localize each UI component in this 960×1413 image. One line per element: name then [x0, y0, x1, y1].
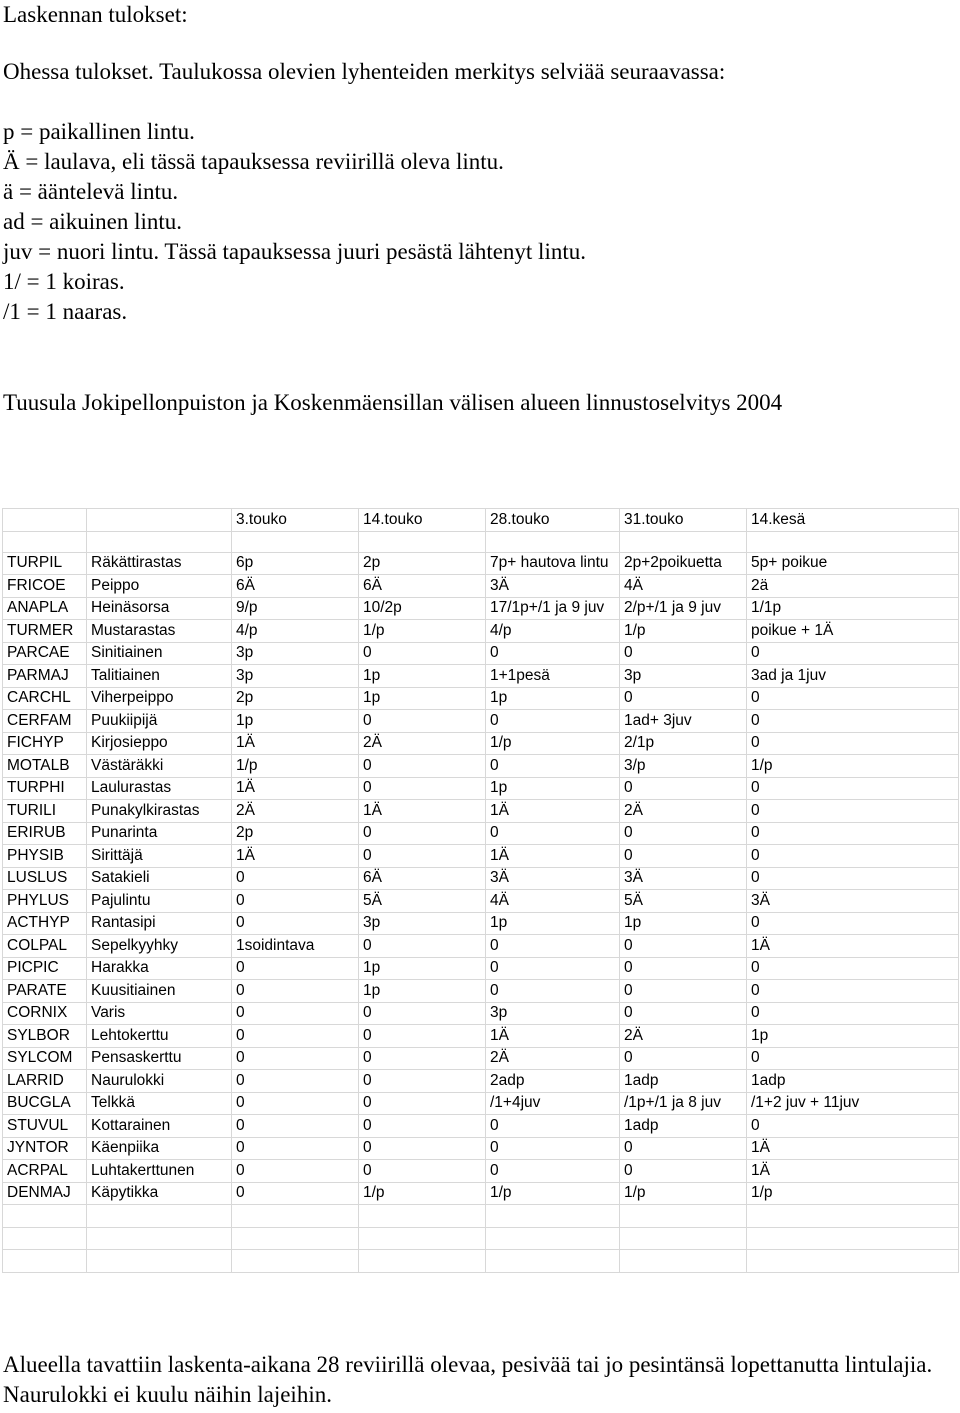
- count-date-1: 1p: [232, 710, 359, 733]
- count-date-2: 0: [359, 1160, 486, 1183]
- species-name: Talitiainen: [87, 665, 232, 688]
- count-date-2: 5Ä: [359, 890, 486, 913]
- date-header: 14.touko: [359, 509, 486, 532]
- bird-survey-table: [2, 508, 959, 1273]
- count-date-3: 0: [486, 935, 620, 958]
- table-row: [3, 597, 959, 620]
- species-code: LUSLUS: [3, 867, 87, 890]
- count-date-2: 1/p: [359, 1182, 486, 1205]
- count-date-4: 2/1p: [620, 732, 747, 755]
- count-date-4: 0: [620, 1047, 747, 1070]
- count-date-5: 0: [747, 732, 959, 755]
- count-date-1: 1/p: [232, 755, 359, 778]
- count-date-5: 0: [747, 845, 959, 868]
- species-code: ERIRUB: [3, 822, 87, 845]
- count-date-3: 3p: [486, 1002, 620, 1025]
- count-date-4: /1p+/1 ja 8 juv: [620, 1092, 747, 1115]
- count-date-3: 3Ä: [486, 867, 620, 890]
- count-date-2: 0: [359, 1025, 486, 1048]
- species-name: Sinitiainen: [87, 642, 232, 665]
- legend-item: juv = nuori lintu. Tässä tapauksessa juuri pesästä lähtenyt lintu.: [3, 239, 586, 264]
- species-name: Heinäsorsa: [87, 597, 232, 620]
- count-date-1: 0: [232, 980, 359, 1003]
- count-date-1: 6Ä: [232, 575, 359, 598]
- count-date-1: 1Ä: [232, 777, 359, 800]
- count-date-1: 0: [232, 957, 359, 980]
- count-date-5: 3ad ja 1juv: [747, 665, 959, 688]
- count-date-3: 3Ä: [486, 575, 620, 598]
- count-date-5: 0: [747, 642, 959, 665]
- table-row: [3, 867, 959, 890]
- table-row: [3, 732, 959, 755]
- count-date-3: 1Ä: [486, 800, 620, 823]
- count-date-4: 0: [620, 957, 747, 980]
- count-date-1: 0: [232, 1070, 359, 1093]
- species-code: PARMAJ: [3, 665, 87, 688]
- count-date-2: 0: [359, 642, 486, 665]
- species-code: CERFAM: [3, 710, 87, 733]
- count-date-4: 0: [620, 845, 747, 868]
- count-date-2: 1p: [359, 665, 486, 688]
- legend-item: Ä = laulava, eli tässä tapauksessa reviirillä oleva lintu.: [3, 149, 504, 174]
- table-row: [3, 687, 959, 710]
- legend-item: 1/ = 1 koiras.: [3, 269, 125, 294]
- count-date-3: 0: [486, 957, 620, 980]
- count-date-1: 1Ä: [232, 732, 359, 755]
- count-date-4: 2Ä: [620, 1025, 747, 1048]
- count-date-3: 1/p: [486, 732, 620, 755]
- count-date-1: 0: [232, 1002, 359, 1025]
- count-date-3: 1+1pesä: [486, 665, 620, 688]
- species-name: Punarinta: [87, 822, 232, 845]
- empty-row: [3, 1227, 959, 1250]
- species-code: PHYSIB: [3, 845, 87, 868]
- species-code: LARRID: [3, 1070, 87, 1093]
- count-date-5: 1Ä: [747, 1137, 959, 1160]
- count-date-5: 0: [747, 777, 959, 800]
- count-date-1: 0: [232, 1160, 359, 1183]
- legend-item: p = paikallinen lintu.: [3, 119, 195, 144]
- species-name: Viherpeippo: [87, 687, 232, 710]
- date-header: 3.touko: [232, 509, 359, 532]
- date-header: 31.touko: [620, 509, 747, 532]
- count-date-5: 1p: [747, 1025, 959, 1048]
- species-code: COLPAL: [3, 935, 87, 958]
- count-date-5: 0: [747, 1115, 959, 1138]
- species-code: ACRPAL: [3, 1160, 87, 1183]
- species-code: FICHYP: [3, 732, 87, 755]
- species-name: Harakka: [87, 957, 232, 980]
- count-date-3: 2adp: [486, 1070, 620, 1093]
- species-name: Käpytikka: [87, 1182, 232, 1205]
- count-date-5: 0: [747, 1047, 959, 1070]
- table-row: [3, 912, 959, 935]
- legend-item: ä = ääntelevä lintu.: [3, 179, 179, 204]
- table-row: [3, 552, 959, 575]
- table-row: [3, 980, 959, 1003]
- count-date-2: 1p: [359, 957, 486, 980]
- count-date-4: 0: [620, 822, 747, 845]
- count-date-4: 3p: [620, 665, 747, 688]
- count-date-4: 0: [620, 642, 747, 665]
- species-name: Luhtakerttunen: [87, 1160, 232, 1183]
- count-date-4: 5Ä: [620, 890, 747, 913]
- count-date-2: 0: [359, 845, 486, 868]
- table-row: [3, 1092, 959, 1115]
- count-date-4: 0: [620, 1002, 747, 1025]
- count-date-5: 3Ä: [747, 890, 959, 913]
- count-date-2: 10/2p: [359, 597, 486, 620]
- count-date-5: 1/1p: [747, 597, 959, 620]
- count-date-5: /1+2 juv + 11juv: [747, 1092, 959, 1115]
- species-code: ANAPLA: [3, 597, 87, 620]
- count-date-1: 4/p: [232, 620, 359, 643]
- species-name: Kirjosieppo: [87, 732, 232, 755]
- count-date-3: 1p: [486, 687, 620, 710]
- table-row: [3, 935, 959, 958]
- count-date-5: 0: [747, 867, 959, 890]
- species-name: Satakieli: [87, 867, 232, 890]
- species-name: Telkkä: [87, 1092, 232, 1115]
- table-row: [3, 642, 959, 665]
- count-date-1: 1soidintava: [232, 935, 359, 958]
- count-date-2: 0: [359, 777, 486, 800]
- count-date-5: 0: [747, 687, 959, 710]
- count-date-1: 9/p: [232, 597, 359, 620]
- species-name: Naurulokki: [87, 1070, 232, 1093]
- species-name: Sirittäjä: [87, 845, 232, 868]
- table-row: [3, 1137, 959, 1160]
- table-row: [3, 822, 959, 845]
- count-date-2: 0: [359, 1047, 486, 1070]
- count-date-1: 0: [232, 912, 359, 935]
- table-row: [3, 1182, 959, 1205]
- count-date-4: 1/p: [620, 620, 747, 643]
- count-date-3: 0: [486, 822, 620, 845]
- species-name: Kottarainen: [87, 1115, 232, 1138]
- species-code: PARATE: [3, 980, 87, 1003]
- count-date-1: 0: [232, 890, 359, 913]
- count-date-4: 4Ä: [620, 575, 747, 598]
- empty-row: [3, 1250, 959, 1273]
- count-date-4: 0: [620, 980, 747, 1003]
- species-code: TURPIL: [3, 552, 87, 575]
- species-code: FRICOE: [3, 575, 87, 598]
- count-date-2: 0: [359, 1137, 486, 1160]
- count-date-3: 0: [486, 1160, 620, 1183]
- species-code: TURPHI: [3, 777, 87, 800]
- table-row: [3, 890, 959, 913]
- count-date-2: 0: [359, 1115, 486, 1138]
- count-date-1: 2p: [232, 822, 359, 845]
- species-name: Pajulintu: [87, 890, 232, 913]
- count-date-2: 1Ä: [359, 800, 486, 823]
- count-date-3: 1Ä: [486, 845, 620, 868]
- count-date-4: 1adp: [620, 1115, 747, 1138]
- count-date-5: 1Ä: [747, 935, 959, 958]
- species-name: Puukiipijä: [87, 710, 232, 733]
- count-date-3: 0: [486, 755, 620, 778]
- count-date-5: 0: [747, 800, 959, 823]
- count-date-5: 1adp: [747, 1070, 959, 1093]
- species-name: Kuusitiainen: [87, 980, 232, 1003]
- count-date-1: 0: [232, 1182, 359, 1205]
- table-row: [3, 710, 959, 733]
- survey-title: Tuusula Jokipellonpuiston ja Koskenmäensillan välisen alueen linnustoselvitys 2004: [3, 390, 783, 415]
- species-code: DENMAJ: [3, 1182, 87, 1205]
- species-code: STUVUL: [3, 1115, 87, 1138]
- count-date-3: 1Ä: [486, 1025, 620, 1048]
- species-name: Mustarastas: [87, 620, 232, 643]
- count-date-2: 0: [359, 822, 486, 845]
- summary-text: Alueella tavattiin laskenta-aikana 28 reviirillä olevaa, pesivää tai jo pesintänsä lopettanutta lintulajia. Naurulokki ei kuulu näihin lajeihin.: [3, 1352, 933, 1407]
- count-date-5: 0: [747, 710, 959, 733]
- count-date-3: 4/p: [486, 620, 620, 643]
- table-row: [3, 1002, 959, 1025]
- species-name: Pensaskerttu: [87, 1047, 232, 1070]
- count-date-2: 6Ä: [359, 867, 486, 890]
- count-date-2: 1p: [359, 980, 486, 1003]
- species-name: Varis: [87, 1002, 232, 1025]
- table-row: [3, 1025, 959, 1048]
- count-date-5: 2ä: [747, 575, 959, 598]
- count-date-2: 0: [359, 710, 486, 733]
- count-date-3: 0: [486, 980, 620, 1003]
- count-date-4: 1adp: [620, 1070, 747, 1093]
- date-header: 28.touko: [486, 509, 620, 532]
- species-code: PHYLUS: [3, 890, 87, 913]
- count-date-1: 2p: [232, 687, 359, 710]
- table-row: [3, 777, 959, 800]
- legend-item: ad = aikuinen lintu.: [3, 209, 183, 234]
- table-row: [3, 1070, 959, 1093]
- table-row: [3, 800, 959, 823]
- date-header: 14.kesä: [747, 509, 959, 532]
- species-code: ACTHYP: [3, 912, 87, 935]
- count-date-2: 0: [359, 935, 486, 958]
- count-date-1: 3p: [232, 642, 359, 665]
- count-date-4: 1ad+ 3juv: [620, 710, 747, 733]
- count-date-3: 0: [486, 642, 620, 665]
- count-date-4: 0: [620, 935, 747, 958]
- species-code: JYNTOR: [3, 1137, 87, 1160]
- species-code: MOTALB: [3, 755, 87, 778]
- count-date-5: 0: [747, 980, 959, 1003]
- count-date-2: 0: [359, 1070, 486, 1093]
- species-name: Sepelkyyhky: [87, 935, 232, 958]
- count-date-4: 2p+2poikuetta: [620, 552, 747, 575]
- spacer-row: [3, 531, 959, 552]
- count-date-4: 1p: [620, 912, 747, 935]
- table-row: [3, 1047, 959, 1070]
- species-code: SYLCOM: [3, 1047, 87, 1070]
- count-date-5: 0: [747, 822, 959, 845]
- count-date-4: 0: [620, 1137, 747, 1160]
- intro-text: Ohessa tulokset. Taulukossa olevien lyhenteiden merkitys selviää seuraavassa:: [3, 59, 726, 84]
- species-name: Räkättirastas: [87, 552, 232, 575]
- species-name: Käenpiika: [87, 1137, 232, 1160]
- count-date-2: 1p: [359, 687, 486, 710]
- table-row: [3, 957, 959, 980]
- count-date-3: 1/p: [486, 1182, 620, 1205]
- count-date-3: /1+4juv: [486, 1092, 620, 1115]
- count-date-4: 0: [620, 777, 747, 800]
- count-date-5: poikue + 1Ä: [747, 620, 959, 643]
- table-row: [3, 1160, 959, 1183]
- table-row: [3, 665, 959, 688]
- count-date-3: 1p: [486, 777, 620, 800]
- legend-item: /1 = 1 naaras.: [3, 299, 128, 324]
- count-date-2: 0: [359, 755, 486, 778]
- count-date-5: 1/p: [747, 755, 959, 778]
- count-date-2: 0: [359, 1002, 486, 1025]
- count-date-1: 0: [232, 1025, 359, 1048]
- count-date-4: 2Ä: [620, 800, 747, 823]
- species-code: PARCAE: [3, 642, 87, 665]
- count-date-4: 3Ä: [620, 867, 747, 890]
- species-code: SYLBOR: [3, 1025, 87, 1048]
- count-date-3: 4Ä: [486, 890, 620, 913]
- count-date-1: 3p: [232, 665, 359, 688]
- count-date-2: 2p: [359, 552, 486, 575]
- table-row: [3, 1115, 959, 1138]
- count-date-1: 0: [232, 1115, 359, 1138]
- count-date-5: 1/p: [747, 1182, 959, 1205]
- species-name: Rantasipi: [87, 912, 232, 935]
- count-date-2: 1/p: [359, 620, 486, 643]
- species-code: CORNIX: [3, 1002, 87, 1025]
- count-date-4: 0: [620, 687, 747, 710]
- count-date-2: 3p: [359, 912, 486, 935]
- species-code: PICPIC: [3, 957, 87, 980]
- count-date-3: 7p+ hautova lintu: [486, 552, 620, 575]
- count-date-2: 0: [359, 1092, 486, 1115]
- count-date-1: 0: [232, 1047, 359, 1070]
- species-name: Punakylkirastas: [87, 800, 232, 823]
- page-heading: Laskennan tulokset:: [3, 2, 188, 27]
- count-date-1: 0: [232, 867, 359, 890]
- count-date-5: 5p+ poikue: [747, 552, 959, 575]
- count-date-1: 2Ä: [232, 800, 359, 823]
- species-code: CARCHL: [3, 687, 87, 710]
- count-date-4: 2/p+/1 ja 9 juv: [620, 597, 747, 620]
- count-date-5: 0: [747, 1002, 959, 1025]
- species-code: TURMER: [3, 620, 87, 643]
- count-date-3: 1p: [486, 912, 620, 935]
- count-date-5: 1Ä: [747, 1160, 959, 1183]
- species-name: Peippo: [87, 575, 232, 598]
- species-code: BUCGLA: [3, 1092, 87, 1115]
- table-row: [3, 845, 959, 868]
- species-name: Västäräkki: [87, 755, 232, 778]
- count-date-4: 1/p: [620, 1182, 747, 1205]
- table-row: [3, 620, 959, 643]
- table-row: [3, 755, 959, 778]
- species-name: Lehtokerttu: [87, 1025, 232, 1048]
- count-date-3: 0: [486, 1137, 620, 1160]
- species-name: Laulurastas: [87, 777, 232, 800]
- count-date-4: 3/p: [620, 755, 747, 778]
- count-date-1: 0: [232, 1137, 359, 1160]
- count-date-5: 0: [747, 957, 959, 980]
- count-date-2: 2Ä: [359, 732, 486, 755]
- count-date-1: 1Ä: [232, 845, 359, 868]
- empty-row: [3, 1205, 959, 1228]
- count-date-3: 2Ä: [486, 1047, 620, 1070]
- count-date-3: 17/1p+/1 ja 9 juv: [486, 597, 620, 620]
- count-date-4: 0: [620, 1160, 747, 1183]
- count-date-2: 6Ä: [359, 575, 486, 598]
- species-code: TURILI: [3, 800, 87, 823]
- count-date-1: 6p: [232, 552, 359, 575]
- count-date-3: 0: [486, 1115, 620, 1138]
- table-row: [3, 575, 959, 598]
- count-date-3: 0: [486, 710, 620, 733]
- count-date-1: 0: [232, 1092, 359, 1115]
- date-header-row: [3, 509, 959, 532]
- count-date-5: 0: [747, 912, 959, 935]
